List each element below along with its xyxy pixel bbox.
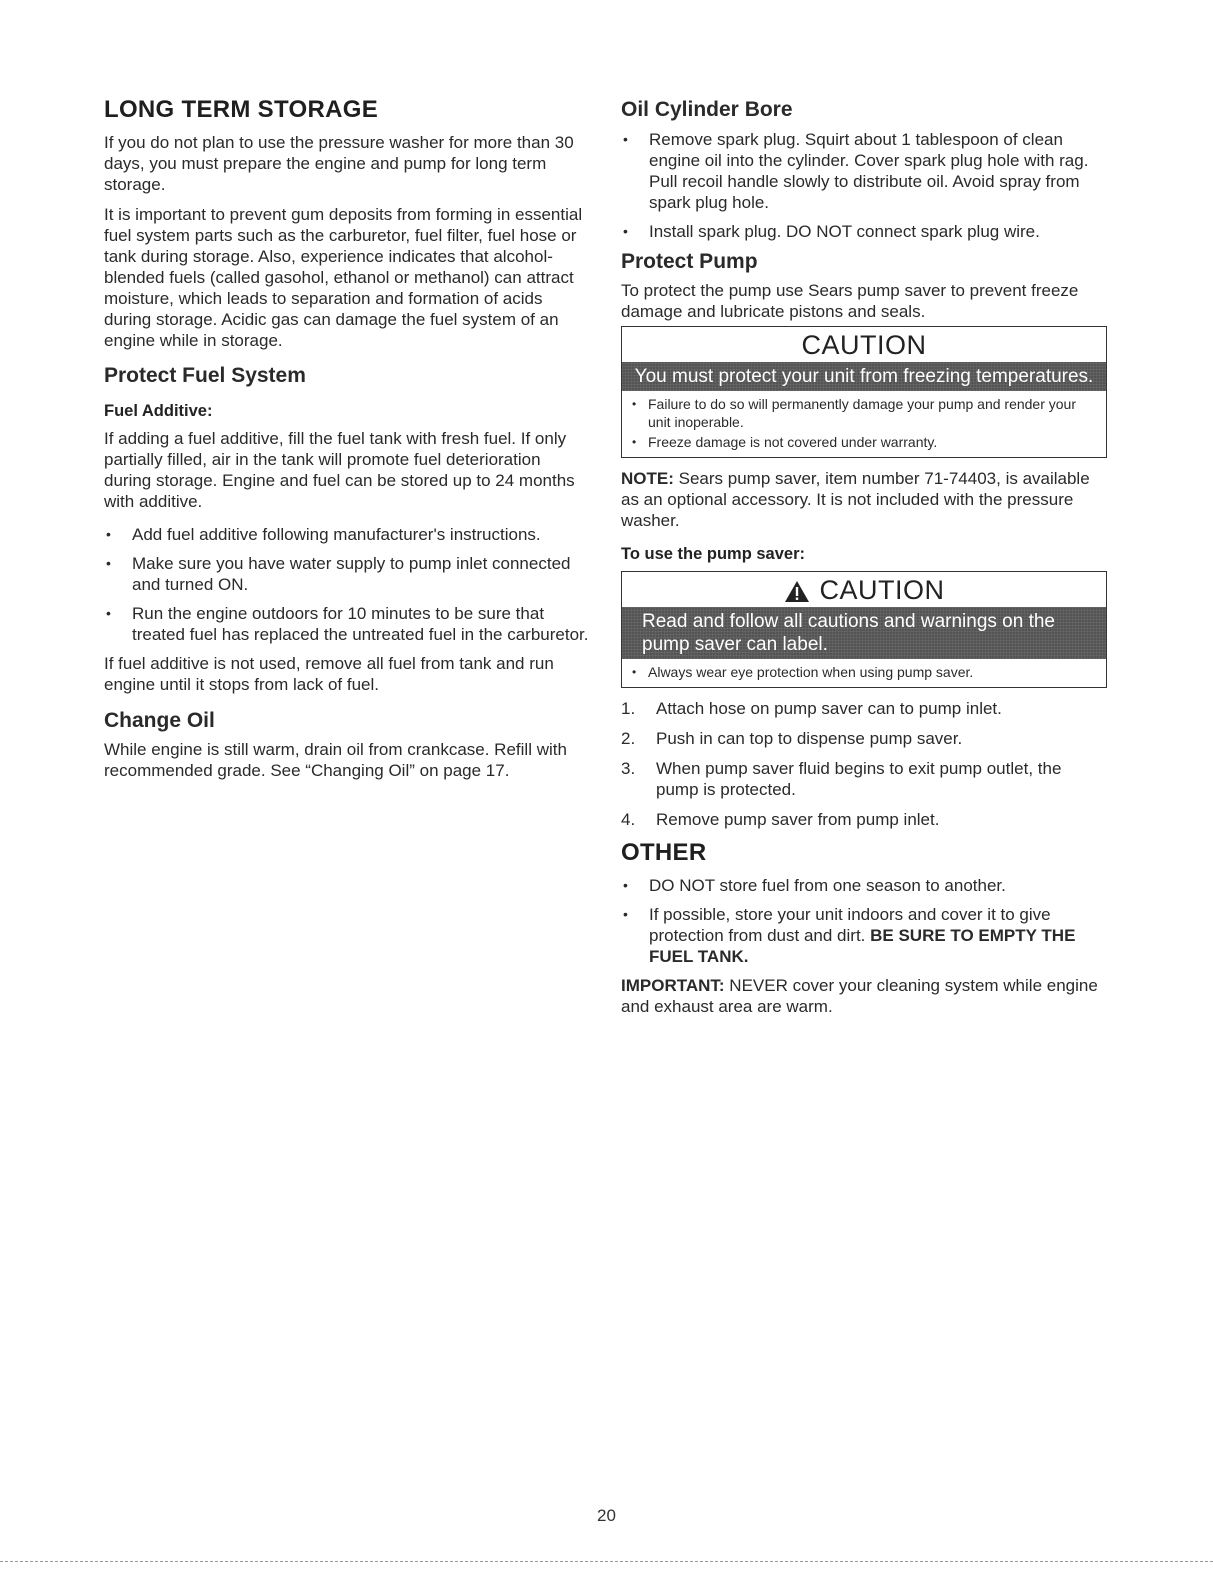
bullet-icon: • xyxy=(632,665,637,679)
list-item: 4. Remove pump saver from pump inlet. xyxy=(621,810,940,829)
list-item: • Freeze damage is not covered under warranty. xyxy=(632,434,938,450)
list-item: • Add fuel additive following manufacturer's instructions. xyxy=(106,525,541,544)
important-paragraph: IMPORTANT: NEVER cover your cleaning system while engine and exhaust area are warm. xyxy=(621,976,1098,1016)
bullet-icon: • xyxy=(623,223,628,239)
no-additive-paragraph: If fuel additive is not used, remove all fuel from tank and run engine until it stops from lack of fuel. xyxy=(104,654,554,694)
bullet-icon: • xyxy=(106,555,111,571)
caution-box-freezing xyxy=(621,326,1107,458)
caution-title: CAUTION xyxy=(622,572,1106,607)
intro-paragraph-2: It is important to prevent gum deposits from forming in essential fuel system parts such as the carburetor, fuel filter, fuel hose or tank during storage. Also, experience indicates that alcohol-blended fuels (called gasohol, ethanol or methanol) can attract moisture, which leads to separation and formation of acids during storage. Acidic gas can damage the fuel system of an engine while in storage. xyxy=(104,205,583,350)
caution-band: Read and follow all cautions and warnings on the pump saver can label. xyxy=(622,607,1106,659)
change-oil-paragraph: While engine is still warm, drain oil from crankcase. Refill with recommended grade. See “Changing Oil” on page 17. xyxy=(104,740,567,780)
section-title-long-term-storage: LONG TERM STORAGE xyxy=(104,96,378,123)
page-number: 20 xyxy=(597,1506,616,1525)
bullet-icon: • xyxy=(632,435,637,449)
heading-change-oil: Change Oil xyxy=(104,709,215,732)
oil-cylinder-list xyxy=(621,129,1107,242)
caution-list xyxy=(622,391,1106,457)
list-item: • Failure to do so will permanently damage your pump and render your unit inoperable. xyxy=(632,396,1077,430)
fuel-additive-list xyxy=(104,524,592,645)
warning-triangle-icon xyxy=(784,580,810,603)
list-item: • Run the engine outdoors for 10 minutes to be sure that treated fuel has replaced the untreated fuel in the carburetor. xyxy=(106,604,589,644)
fuel-additive-paragraph: If adding a fuel additive, fill the fuel tank with fresh fuel. If only partially filled, air in the tank will promote fuel deterioration during storage. Engine and fuel can be stored up to 24 months with additive. xyxy=(104,429,575,511)
other-list xyxy=(621,875,1107,967)
bullet-icon: • xyxy=(623,877,628,893)
list-item: 3. When pump saver fluid begins to exit pump outlet, the pump is protected. xyxy=(621,759,1062,799)
bullet-icon: • xyxy=(106,526,111,542)
list-item: • Remove spark plug. Squirt about 1 tablespoon of clean engine oil into the cylinder. Cover spark plug hole with rag. Pull recoil handle slowly to distribute oil. Avoid spray from spark plug hole. xyxy=(623,130,1089,212)
list-item: • If possible, store your unit indoors and cover it to give protection from dust and dirt. BE SURE TO EMPTY THE FUEL TANK. xyxy=(623,905,1076,966)
list-item: 1. Attach hose on pump saver can to pump inlet. xyxy=(621,699,1002,718)
bottom-divider xyxy=(0,1561,1213,1562)
section-title-other: OTHER xyxy=(621,839,707,866)
list-item: • Always wear eye protection when using pump saver. xyxy=(632,664,974,680)
caution-title: CAUTION xyxy=(801,330,927,360)
note-label: NOTE: xyxy=(621,469,674,488)
important-label: IMPORTANT: xyxy=(621,976,725,995)
bullet-icon: • xyxy=(623,131,628,147)
note-paragraph: NOTE: Sears pump saver, item number 71-74403, is available as an optional accessory. It is not included with the pressure washer. xyxy=(621,469,1090,530)
bullet-icon: • xyxy=(623,906,628,922)
bullet-icon: • xyxy=(106,605,111,621)
right-column xyxy=(621,96,1107,1026)
pump-saver-steps xyxy=(621,698,1107,830)
heading-oil-cylinder-bore: Oil Cylinder Bore xyxy=(621,98,793,121)
heading-fuel-additive: Fuel Additive: xyxy=(104,402,213,420)
caution-list xyxy=(622,659,1106,687)
left-column xyxy=(104,96,592,790)
list-item: • Install spark plug. DO NOT connect spark plug wire. xyxy=(623,222,1040,241)
caution-box-pump-saver xyxy=(621,571,1107,688)
protect-pump-paragraph: To protect the pump use Sears pump saver to prevent freeze damage and lubricate pistons and seals. xyxy=(621,281,1079,321)
heading-protect-pump: Protect Pump xyxy=(621,250,758,273)
list-item: 2. Push in can top to dispense pump saver. xyxy=(621,729,963,748)
bullet-icon: • xyxy=(632,397,637,411)
heading-use-pump-saver: To use the pump saver: xyxy=(621,545,805,563)
heading-protect-fuel-system: Protect Fuel System xyxy=(104,364,306,387)
intro-paragraph-1: If you do not plan to use the pressure washer for more than 30 days, you must prepare the engine and pump for long term storage. xyxy=(104,133,574,194)
caution-band: You must protect your unit from freezing temperatures. xyxy=(622,362,1106,391)
list-item: • Make sure you have water supply to pump inlet connected and turned ON. xyxy=(106,554,571,594)
list-item: • DO NOT store fuel from one season to another. xyxy=(623,876,1006,895)
